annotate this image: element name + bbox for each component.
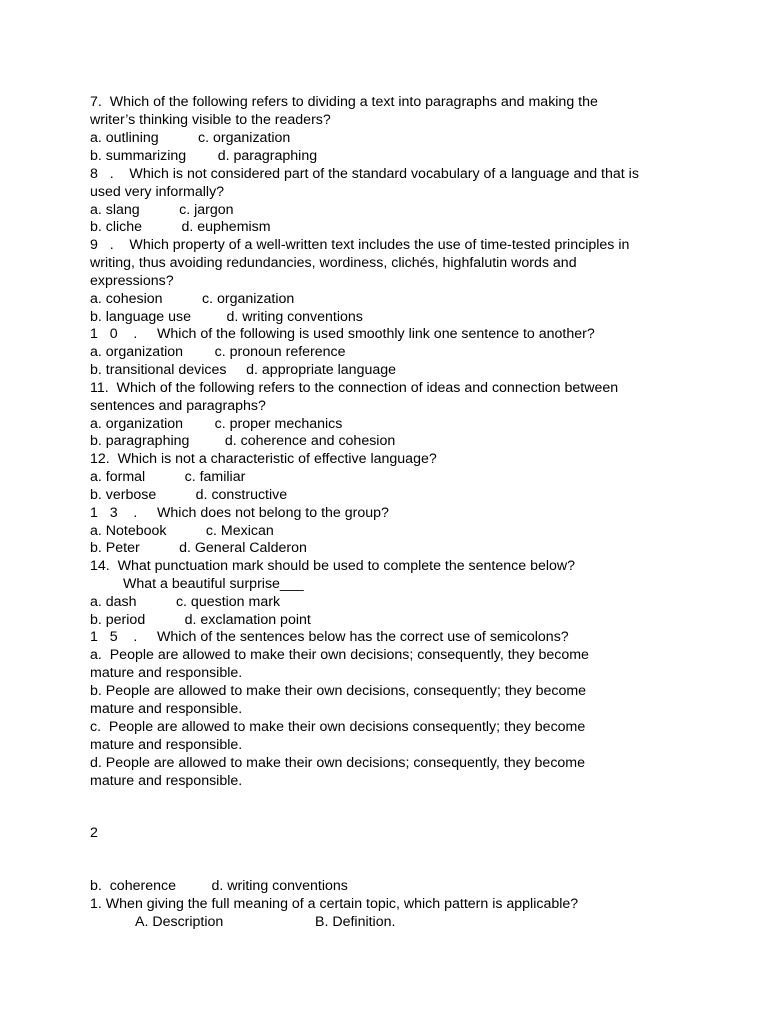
text-line: b. paragraphing d. coherence and cohesion [90, 433, 396, 449]
text-line: 8 . Which is not considered part of the standard vocabulary of a language and that is [90, 166, 639, 182]
text-line: b. language use d. writing conventions [90, 309, 363, 325]
text-line: 14. What punctuation mark should be used to complete the sentence below? [90, 558, 576, 574]
text-line: 7. Which of the following refers to dividing a text into paragraphs and making the [90, 94, 598, 110]
text-line: a. Notebook c. Mexican [90, 523, 274, 539]
text-line-indented: What a beautiful surprise___ [123, 576, 304, 592]
text-line: 9 . Which property of a well-written text includes the use of time-tested principles in [90, 237, 630, 253]
text-line: 11. Which of the following refers to the connection of ideas and connection between [90, 380, 619, 396]
text-line: expressions? [90, 273, 174, 289]
text-line: c. People are allowed to make their own decisions consequently; they become [90, 719, 586, 735]
text-line: a. formal c. familiar [90, 469, 246, 485]
text-line: b. cliche d. euphemism [90, 219, 271, 235]
text-line: 1 5 . Which of the sentences below has the correct use of semicolons? [90, 629, 569, 645]
text-line: used very informally? [90, 184, 225, 200]
text-line: a. slang c. jargon [90, 202, 234, 218]
text-line: 12. Which is not a characteristic of effective language? [90, 451, 437, 467]
text-line: mature and responsible. [90, 665, 243, 681]
page-number: 2 [90, 825, 98, 841]
text-line: b. Peter d. General Calderon [90, 540, 307, 556]
text-line: a. People are allowed to make their own decisions; consequently, they become [90, 647, 589, 663]
text-line: a. dash c. question mark [90, 594, 281, 610]
text-line: d. People are allowed to make their own decisions; consequently, they become [90, 755, 586, 771]
choice-a: A. Description [135, 914, 224, 930]
text-line: a. organization c. proper mechanics [90, 416, 343, 432]
text-line: 1 0 . Which of the following is used smoothly link one sentence to another? [90, 326, 595, 342]
choice-b: B. Definition. [315, 914, 396, 930]
text-line: a. outlining c. organization [90, 130, 291, 146]
text-line: b. coherence d. writing conventions [90, 878, 348, 894]
text-line: sentences and paragraphs? [90, 398, 266, 414]
text-line: mature and responsible. [90, 701, 243, 717]
text-line: b. summarizing d. paragraphing [90, 148, 318, 164]
text-line: b. verbose d. constructive [90, 487, 288, 503]
text-line: 1. When giving the full meaning of a certain topic, which pattern is applicable? [90, 896, 579, 912]
text-line: a. cohesion c. organization [90, 291, 295, 307]
text-line: b. People are allowed to make their own decisions, consequently; they become [90, 683, 587, 699]
text-line: writing, thus avoiding redundancies, wordiness, clichés, highfalutin words and [90, 255, 577, 271]
text-line: writer’s thinking visible to the readers? [90, 112, 331, 128]
text-line: mature and responsible. [90, 737, 243, 753]
text-line: b. transitional devices d. appropriate language [90, 362, 397, 378]
text-line: 1 3 . Which does not belong to the group? [90, 505, 389, 521]
text-line: b. period d. exclamation point [90, 612, 311, 628]
text-line: a. organization c. pronoun reference [90, 344, 346, 360]
text-line: mature and responsible. [90, 773, 243, 789]
